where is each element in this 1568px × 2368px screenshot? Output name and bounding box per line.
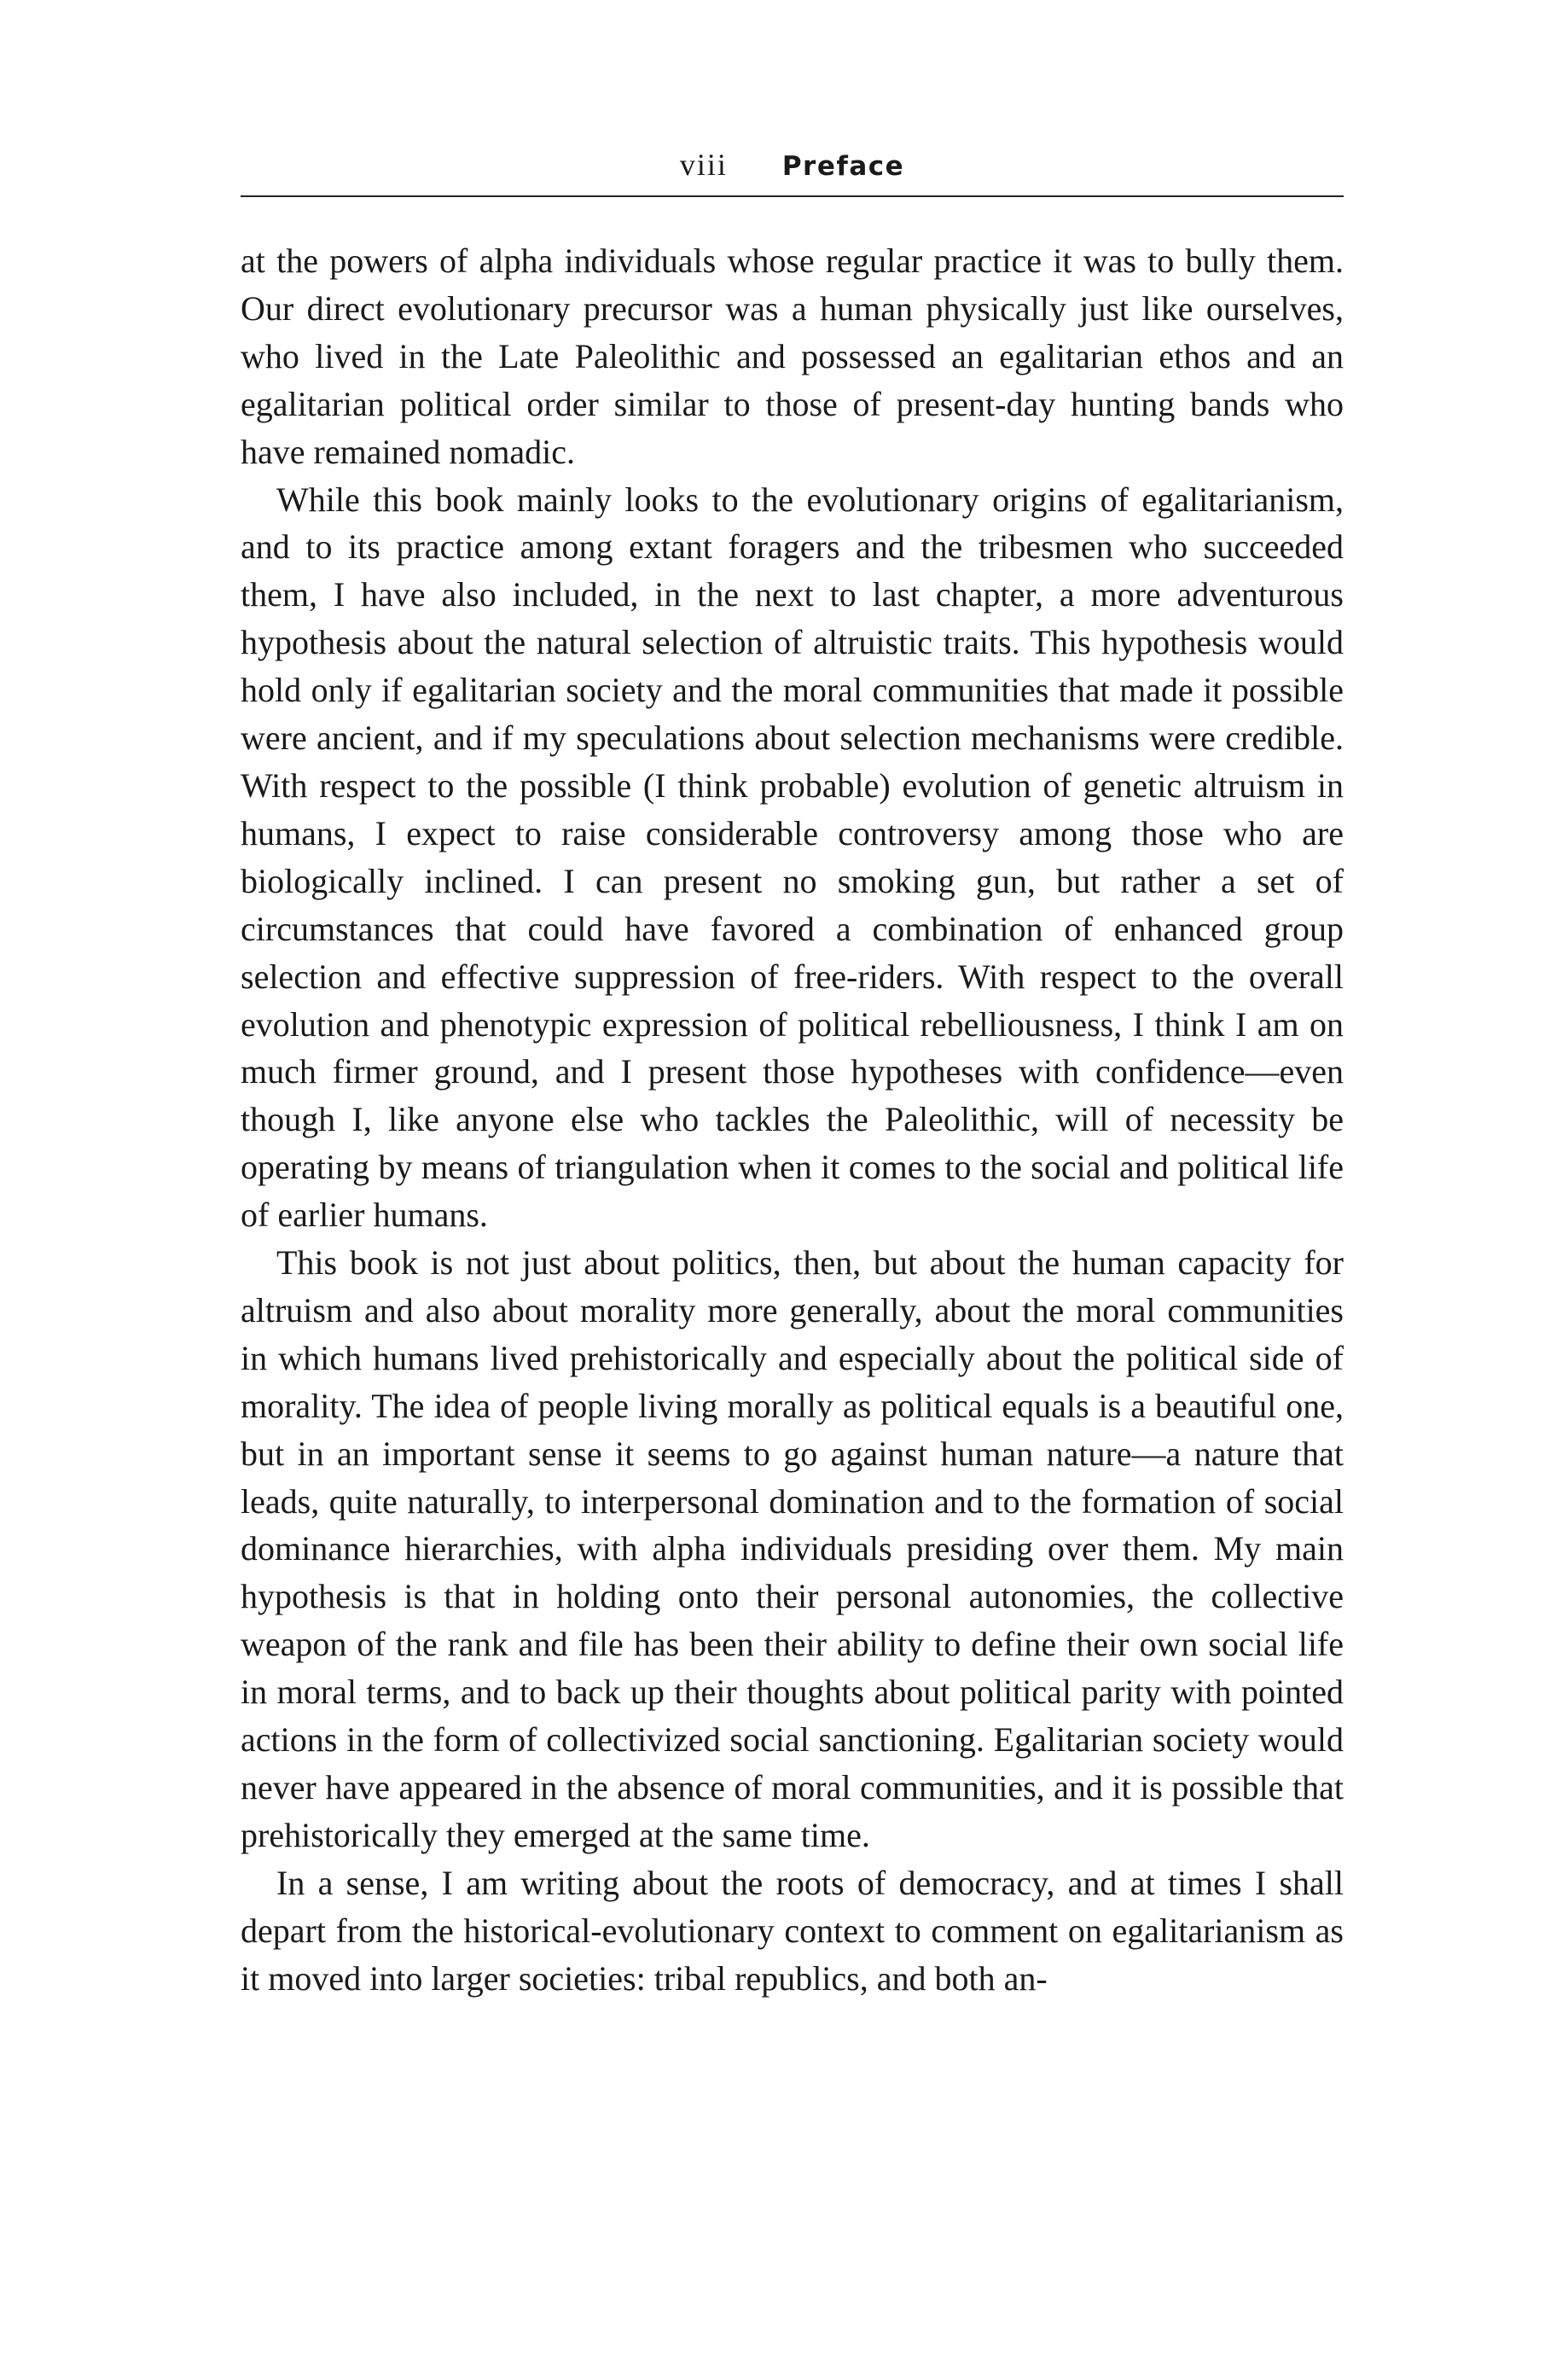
paragraph: This book is not just about politics, then, but about the human capacity for altruism and also about morality more generally, about the moral communities in which humans lived prehistorically and especially about the political side of morality. The idea of people living morally as political equals is a beautiful one, but in an important sense it seems to go against human nature—a nature that leads, quite naturally, to interpersonal domination and to the formation of social dominance hierarchies, with alpha individuals presiding over them. My main hypothesis is that in holding onto their personal autonomies, the collective weapon of the rank and file has been their ability to define their own social life in moral terms, and to back up their thoughts about political parity with pointed actions in the form of collectivized social sanctioning. Egalitarian society would never have appeared in the absence of moral communities, and it is possible that prehistorically they emerged at the same time. — [241, 1243, 1344, 1854]
paragraph: While this book mainly looks to the evolutionary origins of egalitarianism, and to its practice among extant foragers and the tribesmen who succeeded them, I have also included, in the next to last chapter, a more adventurous hypothesis about the natural selection of altruistic traits. This hypothesis would hold only if egalitarian society and the moral communities that made it possible were ancient, and if my speculations about selection mechanisms were credible. With respect to the possible (I think probable) evolution of genetic altruism in humans, I expect to raise considerable controversy among those who are biologically inclined. I can present no smoking gun, but rather a set of circumstances that could have favored a combination of enhanced group selection and effective suppression of free-riders. With respect to the overall evolution and phenotypic expression of political rebelliousness, I think I am on much firmer ground, and I present those hypotheses with confidence—even though I, like anyone else who tackles the Paleolithic, will of necessity be operating by means of triangulation when it comes to the social and political life of earlier humans. — [241, 480, 1344, 1235]
paragraph: In a sense, I am writing about the roots of democracy, and at times I shall depart from the historical-evolutionary context to comment on egalitarianism as it moved into larger societies: tribal republics, and both an- — [241, 1863, 1344, 1998]
header-rule — [241, 195, 1344, 197]
running-head — [241, 147, 1344, 195]
running-title: Preface — [781, 151, 905, 182]
page-number: viii — [679, 148, 728, 182]
body-text — [241, 237, 1344, 2003]
paragraph-continuation: at the powers of alpha individuals whose regular practice it was to bully them. Our direct evolutionary precursor was a human physically just like ourselves, who lived in the Late Paleolithic and possessed an egalitarian ethos and an egalitarian political order similar to those of present-day hunting bands who have remained nomadic. — [241, 241, 1344, 471]
